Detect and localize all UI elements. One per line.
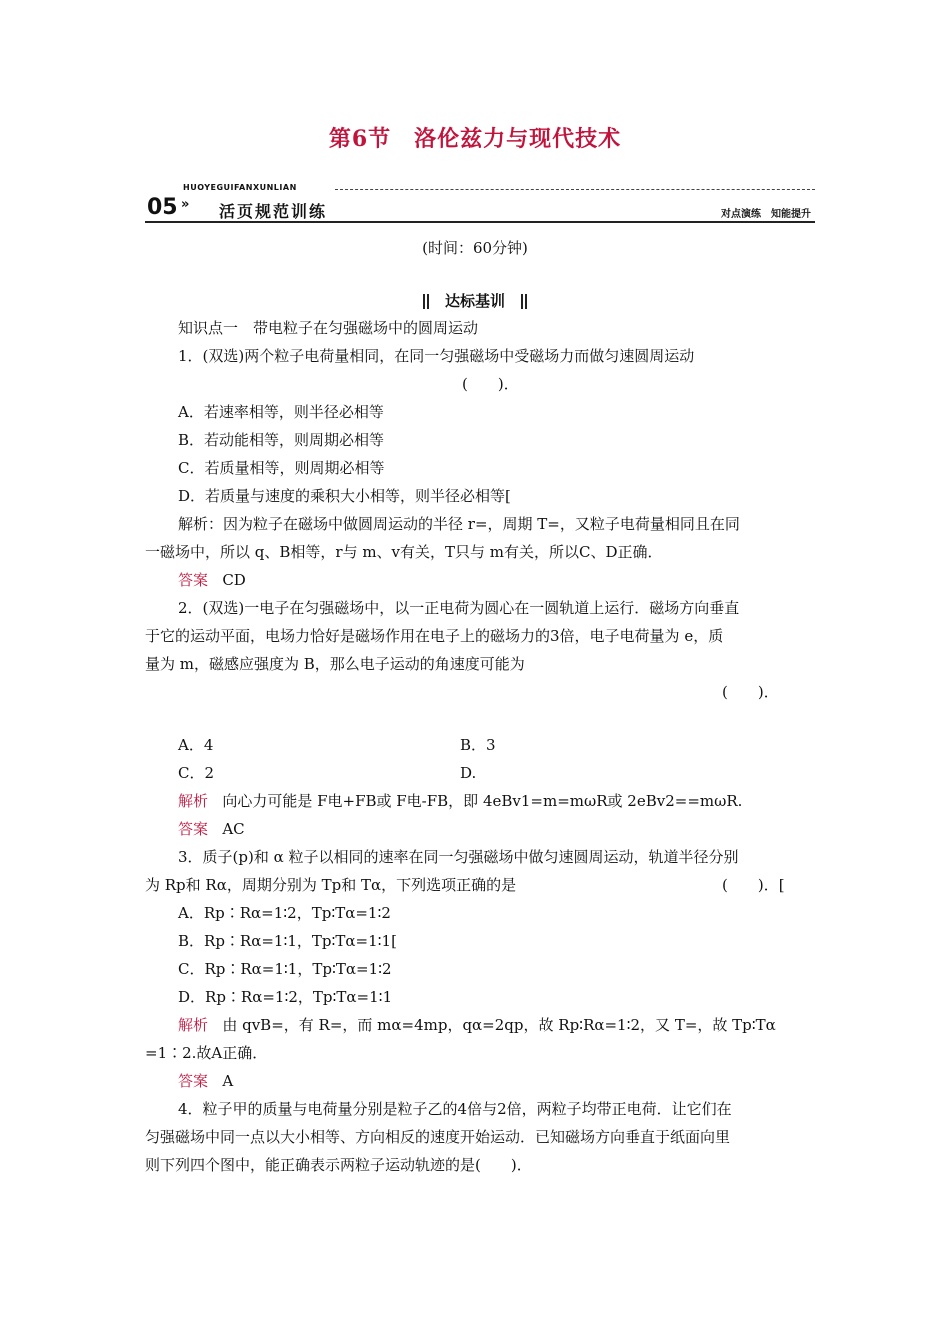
section-dashed-rule xyxy=(335,189,815,190)
section-title: 活页规范训练 xyxy=(219,202,328,221)
q1-option-d: D．若质量与速度的乘积大小相等，则半径必相等[ xyxy=(178,487,511,505)
q2-stem-line2: 于它的运动平面，电场力恰好是磁场作用在电子上的磁场力的3倍，电子电荷量为 e，质 xyxy=(145,627,724,645)
q4-stem-line2: 匀强磁场中同一点以大小相等、方向相反的速度开始运动．已知磁场方向垂直于纸面向里 xyxy=(145,1128,731,1146)
q2-analysis xyxy=(178,791,742,811)
bar-icon xyxy=(525,294,527,309)
q2-stem-line3: 量为 m，磁感应强度为 B，那么电子运动的角速度可能为 xyxy=(145,655,525,673)
answer-value: AC xyxy=(222,820,245,838)
analysis-label: 解析 xyxy=(178,1016,209,1034)
q1-analysis-line1: 解析：因为粒子在磁场中做圆周运动的半径 r=，周期 T=，又粒子电荷量相同且在同 xyxy=(178,515,740,533)
q1-option-a: A．若速率相等，则半径必相等 xyxy=(178,403,384,421)
q2-answer xyxy=(178,819,245,839)
q3-stem-line2: 为 Rp和 Rα，周期分别为 Tp和 Tα，下列选项正确的是 xyxy=(145,876,517,894)
q2-option-c: C．2 xyxy=(178,764,215,782)
q3-option-c: C．Rp∶Rα=1∶1，Tp∶Tα=1∶2 xyxy=(178,960,392,978)
chevron-icon: » xyxy=(181,197,190,212)
section-banner xyxy=(145,183,815,228)
page-title: 第6节 洛伦兹力与现代技术 xyxy=(328,126,622,152)
answer-label: 答案 xyxy=(178,1072,209,1090)
q2-blank: ( )． xyxy=(722,683,779,701)
q2-option-a: A．4 xyxy=(178,736,214,754)
section-number: 05 xyxy=(147,195,178,220)
q3-option-d: D．Rp∶Rα=1∶2，Tp∶Tα=1∶1 xyxy=(178,988,393,1006)
bar-icon xyxy=(427,294,429,309)
subheading xyxy=(0,290,950,311)
q4-stem-line1: 4．粒子甲的质量与电荷量分别是粒子乙的4倍与2倍，两粒子均带正电荷．让它们在 xyxy=(178,1100,732,1118)
knowledge-point: 知识点一 带电粒子在匀强磁场中的圆周运动 xyxy=(178,319,479,337)
q2-option-b: B．3 xyxy=(460,736,496,754)
q1-stem: 1．(双选)两个粒子电荷量相同，在同一匀强磁场中受磁场力而做匀速圆周运动 xyxy=(178,347,695,365)
q3-answer xyxy=(178,1071,233,1091)
answer-value: A xyxy=(222,1072,234,1090)
q1-option-c: C．若质量相等，则周期必相等 xyxy=(178,459,385,477)
analysis-label: 解析 xyxy=(178,792,209,810)
q2-option-d: D. xyxy=(460,764,477,782)
answer-value: CD xyxy=(222,571,246,589)
q3-stem-line1: 3．质子(p)和 α 粒子以相同的速率在同一匀强磁场中做匀速圆周运动，轨道半径分别 xyxy=(178,848,739,866)
q3-analysis-line2: =1∶2.故A正确． xyxy=(145,1044,268,1062)
q1-blank: ( )． xyxy=(462,375,519,393)
section-right-label: 对点演练 知能提升 xyxy=(721,209,811,220)
section-solid-rule xyxy=(145,221,815,223)
q1-answer xyxy=(178,570,246,590)
q1-option-b: B．若动能相等，则周期必相等 xyxy=(178,431,385,449)
section-pinyin: HUOYEGUIFANXUNLIAN xyxy=(183,183,297,192)
q3-option-b: B．Rp∶Rα=1∶1，Tp∶Tα=1∶1[ xyxy=(178,932,397,950)
time-note: (时间：60分钟) xyxy=(422,239,528,257)
answer-label: 答案 xyxy=(178,820,209,838)
bar-icon xyxy=(423,294,425,309)
q3-analysis xyxy=(178,1015,776,1035)
answer-label: 答案 xyxy=(178,571,209,589)
analysis-text: 向心力可能是 F电+FB或 F电-FB，即 4eBv1=m=mωR或 2eBv2==mωR. xyxy=(222,792,743,810)
q3-option-a: A．Rp∶Rα=1∶2，Tp∶Tα=1∶2 xyxy=(178,904,391,922)
subheading-label: 达标基训 xyxy=(444,292,505,310)
q2-stem-line1: 2．(双选)一电子在匀强磁场中，以一正电荷为圆心在一圆轨道上运行．磁场方向垂直 xyxy=(178,599,740,617)
analysis-text: 由 qvB=，有 R=，而 mα=4mp，qα=2qp，故 Rp∶Rα=1∶2，又 T=，故 Tp∶Tα xyxy=(222,1016,776,1034)
bar-icon xyxy=(521,294,523,309)
q4-stem-line3: 则下列四个图中，能正确表示两粒子运动轨迹的是( )． xyxy=(145,1156,532,1174)
q3-blank: ( )．[ xyxy=(722,876,785,894)
q1-analysis-line2: 一磁场中，所以 q、B相等，r与 m、v有关，T只与 m有关，所以C、D正确． xyxy=(145,543,663,561)
